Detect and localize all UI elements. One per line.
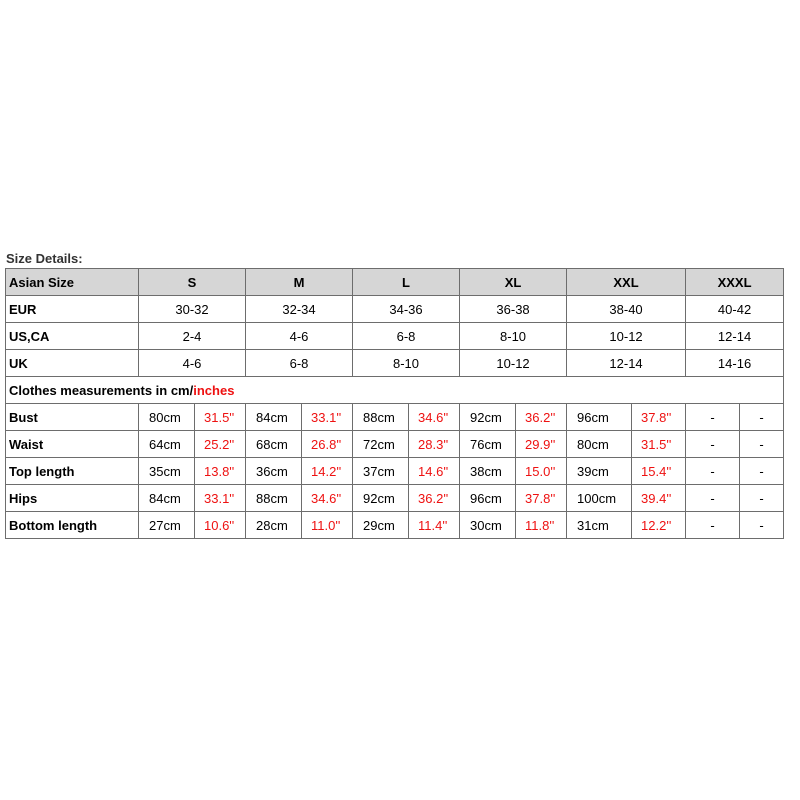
- cm-value: 100cm: [567, 485, 632, 512]
- inch-value: 13.8'': [195, 458, 246, 485]
- size-header-m: M: [246, 269, 353, 296]
- inch-value: 10.6'': [195, 512, 246, 539]
- hips-row: [6, 485, 784, 512]
- cm-value: 92cm: [353, 485, 409, 512]
- inch-value: 37.8'': [516, 485, 567, 512]
- cm-value: -: [686, 458, 740, 485]
- cm-value: 96cm: [567, 404, 632, 431]
- size-header-xl: XL: [460, 269, 567, 296]
- cm-value: 64cm: [139, 431, 195, 458]
- bottom-length-row: [6, 512, 784, 539]
- inch-value: 29.9'': [516, 431, 567, 458]
- us-ca-value: 4-6: [246, 323, 353, 350]
- row-label-waist: Waist: [6, 431, 139, 458]
- inch-value: 25.2'': [195, 431, 246, 458]
- us-ca-value: 2-4: [139, 323, 246, 350]
- eur-value: 34-36: [353, 296, 460, 323]
- size-chart-body: [6, 269, 784, 539]
- row-label-us-ca: US,CA: [6, 323, 139, 350]
- cm-value: 39cm: [567, 458, 632, 485]
- us-ca-value: 10-12: [567, 323, 686, 350]
- inch-value: 11.4'': [409, 512, 460, 539]
- inch-value: 11.0'': [302, 512, 353, 539]
- cm-value: 31cm: [567, 512, 632, 539]
- measurements-heading-prefix: Clothes measurements in cm/: [9, 382, 194, 398]
- uk-value: 12-14: [567, 350, 686, 377]
- size-header-s: S: [139, 269, 246, 296]
- inch-value: 26.8'': [302, 431, 353, 458]
- us-ca-value: 6-8: [353, 323, 460, 350]
- cm-value: 38cm: [460, 458, 516, 485]
- uk-value: 14-16: [686, 350, 784, 377]
- cm-value: -: [686, 512, 740, 539]
- eur-value: 40-42: [686, 296, 784, 323]
- uk-value: 6-8: [246, 350, 353, 377]
- size-chart-table: [5, 268, 784, 539]
- cm-value: -: [686, 485, 740, 512]
- cm-value: 92cm: [460, 404, 516, 431]
- cm-value: 96cm: [460, 485, 516, 512]
- inch-value: 33.1'': [302, 404, 353, 431]
- inch-value: 33.1'': [195, 485, 246, 512]
- eur-value: 30-32: [139, 296, 246, 323]
- inch-value: 31.5'': [195, 404, 246, 431]
- row-label-top-length: Top length: [6, 458, 139, 485]
- row-label-hips: Hips: [6, 485, 139, 512]
- uk-row: [6, 350, 784, 377]
- measurements-heading-row: [6, 377, 784, 404]
- inch-value: 14.6'': [409, 458, 460, 485]
- us-ca-row: [6, 323, 784, 350]
- cm-value: 88cm: [353, 404, 409, 431]
- cm-value: 30cm: [460, 512, 516, 539]
- eur-value: 32-34: [246, 296, 353, 323]
- bust-row: [6, 404, 784, 431]
- uk-value: 10-12: [460, 350, 567, 377]
- asian-size-label: Asian Size: [6, 269, 139, 296]
- inch-value: 36.2'': [516, 404, 567, 431]
- inch-value: 36.2'': [409, 485, 460, 512]
- uk-value: 8-10: [353, 350, 460, 377]
- eur-value: 38-40: [567, 296, 686, 323]
- waist-row: [6, 431, 784, 458]
- inch-value: -: [740, 485, 784, 512]
- size-header-xxl: XXL: [567, 269, 686, 296]
- inch-value: -: [740, 431, 784, 458]
- top-length-row: [6, 458, 784, 485]
- cm-value: 36cm: [246, 458, 302, 485]
- cm-value: -: [686, 404, 740, 431]
- cm-value: 72cm: [353, 431, 409, 458]
- inch-value: -: [740, 404, 784, 431]
- measurements-heading-inches: inches: [193, 382, 235, 398]
- cm-value: 84cm: [139, 485, 195, 512]
- cm-value: 37cm: [353, 458, 409, 485]
- us-ca-value: 8-10: [460, 323, 567, 350]
- row-label-eur: EUR: [6, 296, 139, 323]
- inch-value: 37.8'': [632, 404, 686, 431]
- uk-value: 4-6: [139, 350, 246, 377]
- cm-value: 84cm: [246, 404, 302, 431]
- inch-value: 15.0'': [516, 458, 567, 485]
- inch-value: 31.5'': [632, 431, 686, 458]
- cm-value: 28cm: [246, 512, 302, 539]
- cm-value: 35cm: [139, 458, 195, 485]
- inch-value: 15.4'': [632, 458, 686, 485]
- inch-value: 11.8'': [516, 512, 567, 539]
- us-ca-value: 12-14: [686, 323, 784, 350]
- inch-value: 34.6'': [409, 404, 460, 431]
- cm-value: 88cm: [246, 485, 302, 512]
- cm-value: 76cm: [460, 431, 516, 458]
- inch-value: 34.6'': [302, 485, 353, 512]
- inch-value: 39.4'': [632, 485, 686, 512]
- asian-size-header-row: [6, 269, 784, 296]
- size-header-l: L: [353, 269, 460, 296]
- eur-row: [6, 296, 784, 323]
- cm-value: 80cm: [139, 404, 195, 431]
- row-label-bust: Bust: [6, 404, 139, 431]
- cm-value: 27cm: [139, 512, 195, 539]
- cm-value: 29cm: [353, 512, 409, 539]
- row-label-bottom-length: Bottom length: [6, 512, 139, 539]
- cm-value: -: [686, 431, 740, 458]
- inch-value: 12.2'': [632, 512, 686, 539]
- inch-value: -: [740, 512, 784, 539]
- inch-value: 28.3'': [409, 431, 460, 458]
- inch-value: -: [740, 458, 784, 485]
- row-label-uk: UK: [6, 350, 139, 377]
- inch-value: 14.2'': [302, 458, 353, 485]
- size-header-xxxl: XXXL: [686, 269, 784, 296]
- measurements-heading: [6, 377, 784, 404]
- cm-value: 68cm: [246, 431, 302, 458]
- cm-value: 80cm: [567, 431, 632, 458]
- size-details-title: Size Details:: [6, 251, 83, 266]
- eur-value: 36-38: [460, 296, 567, 323]
